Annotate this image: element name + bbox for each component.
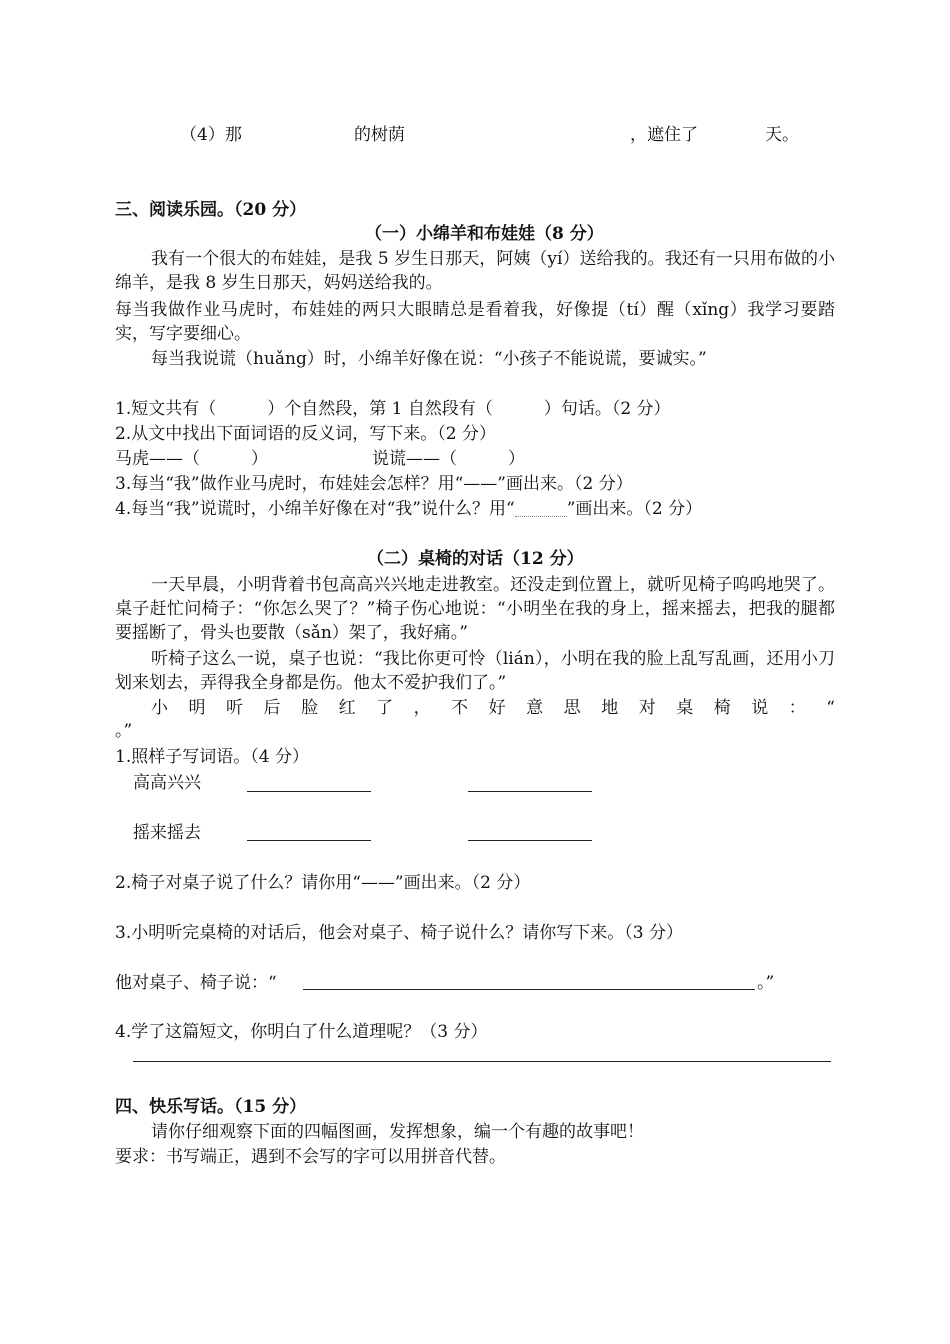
- question4-text-a: 4.每当“我”说谎时，小绵羊好像在对“我”说什么？用“: [115, 499, 515, 519]
- passage2-question3: 3.小明听完桌椅的对话后，他会对桌子、椅子说什么？请你写下来。（3 分）: [115, 923, 683, 943]
- passage1-question1: 1.短文共有（ ）个自然段，第 1 自然段有（ ）句话。（2 分）: [115, 399, 671, 419]
- section4-instruction: 请你仔细观察下面的四幅图画，发挥想象，编一个有趣的故事吧！: [151, 1122, 644, 1142]
- passage1-question4: [115, 498, 702, 520]
- answer-line: [468, 791, 592, 792]
- question4-text-b: ”画出来。（2 分）: [566, 499, 703, 519]
- answer-line: [247, 791, 371, 792]
- fill-blank-mid2: ，遮住了: [630, 125, 698, 145]
- section4-heading: 四、快乐写话。（15 分）: [115, 1097, 307, 1117]
- answer-line: [133, 1061, 831, 1062]
- passage2-title: （二）桌椅的对话（12 分）: [367, 549, 584, 569]
- answer-suffix: 。”: [757, 973, 775, 993]
- wavy-underline-mark: [515, 502, 567, 517]
- answer-line: [247, 840, 371, 841]
- passage2-para2: 听椅子这么一说，桌子也说：“我比你更可怜（lián），小明在我的脸上乱写乱画，还用小刀划来划去，弄得我全身都是伤。他太不爱护我们了。”: [115, 649, 835, 693]
- answer-prefix: 他对桌子、椅子说：“: [115, 973, 277, 993]
- word-example-2: 摇来摇去: [133, 823, 201, 843]
- section3-heading: 三、阅读乐园。（20 分）: [115, 200, 307, 220]
- passage2-para3-end: 。”: [115, 721, 133, 741]
- passage2-question2: 2.椅子对桌子说了什么？请你用“——”画出来。（2 分）: [115, 873, 531, 893]
- passage1-question2: 2.从文中找出下面词语的反义词，写下来。（2 分）: [115, 424, 496, 444]
- passage2-question1: 1.照样子写词语。（4 分）: [115, 747, 309, 767]
- passage2-para3: 小明听后脸红了，不好意思地对桌椅说：“: [151, 698, 835, 718]
- passage1-question3: 3.每当“我”做作业马虎时，布娃娃会怎样？用“——”画出来。（2 分）: [115, 474, 633, 494]
- word-example-1: 高高兴兴: [133, 773, 201, 793]
- fill-blank-mid: 的树荫: [354, 125, 405, 145]
- passage1-para1: 我有一个很大的布娃娃，是我 5 岁生日那天，阿姨（yí）送给我的。我还有一只用布做的小绵羊，是我 8 岁生日那天，妈妈送给我的。: [115, 249, 835, 293]
- passage2-question4: 4.学了这篇短文，你明白了什么道理呢？（3 分）: [115, 1022, 488, 1042]
- passage1-title: （一）小绵羊和布娃娃（8 分）: [365, 224, 604, 244]
- answer-line: [303, 989, 755, 990]
- fill-blank-end: 天。: [765, 125, 799, 145]
- passage2-para1: 一天早晨，小明背着书包高高兴兴地走进教室。还没走到位置上，就听见椅子呜呜地哭了。桌子赶忙问椅子：“你怎么哭了？”椅子伤心地说：“小明坐在我的身上，摇来摇去，把我的腿都要摇断了，骨头也要散（sǎn）架了，我好痛。”: [115, 575, 835, 643]
- answer-line: [468, 840, 592, 841]
- fill-blank-prefix: （4）那: [180, 125, 242, 145]
- passage1-para3: 每当我说谎（huǎng）时，小绵羊好像在说：“小孩子不能说谎，要诚实。”: [151, 349, 707, 369]
- passage1-antonym-a: 马虎——（ ）: [115, 449, 268, 469]
- passage1-antonym-b: 说谎——（ ）: [372, 449, 525, 469]
- passage1-para2: 每当我做作业马虎时，布娃娃的两只大眼睛总是看着我，好像提（tí）醒（xǐng）我学习要踏实，写字要细心。: [115, 300, 835, 344]
- section4-requirement: 要求：书写端正，遇到不会写的字可以用拼音代替。: [115, 1147, 506, 1167]
